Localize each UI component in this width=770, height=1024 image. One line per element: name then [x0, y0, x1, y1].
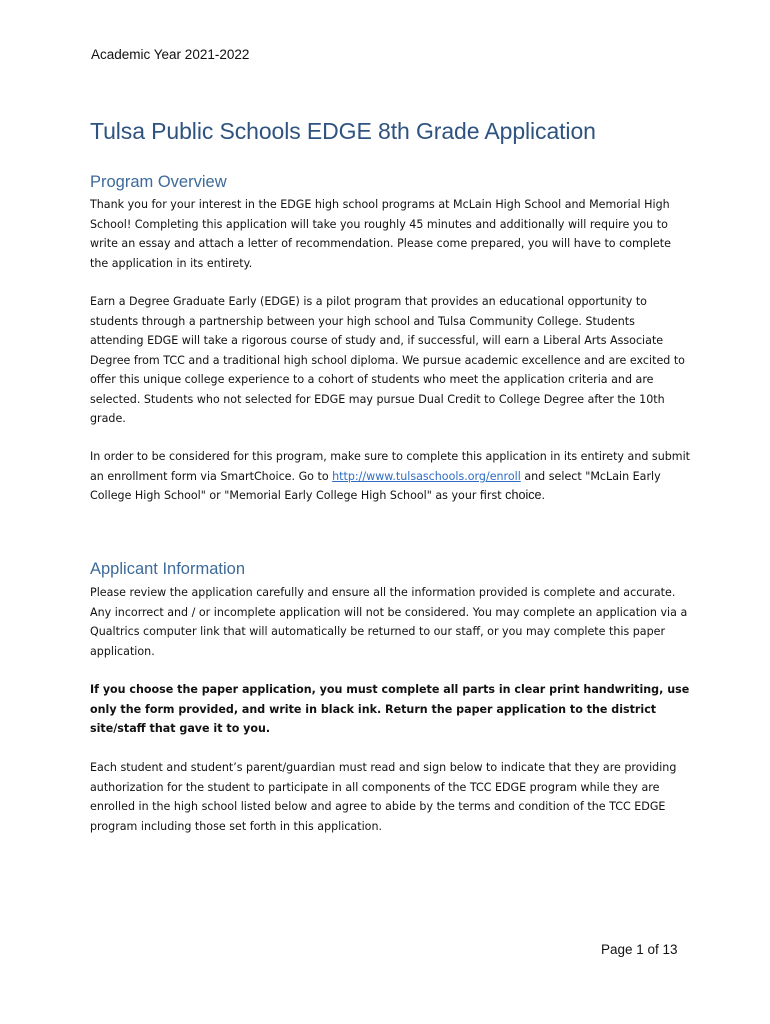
overview-paragraph-3-period: . — [541, 488, 546, 502]
applicant-paragraph-2-bold: If you choose the paper application, you must complete all parts in clear print handwriting, use only the form provided, and write in black ink. Return the paper application to the district site/staff that gave it to you. — [90, 683, 690, 735]
academic-year-header: Academic Year 2021-2022 — [91, 47, 250, 62]
applicant-paragraph-1: Please review the application carefully and ensure all the information provided is complete and accurate. Any incorrect and / or incomplete application will not be considered. You may complete an application via a Qualtrics computer link that will automatically be returned to our staff, or you may complete this paper application. — [90, 586, 688, 658]
enroll-link[interactable]: http://www.tulsaschools.org/enroll — [332, 469, 521, 483]
overview-paragraph-3-text-b: and select "McLain Early College High School" or "Memorial Early College High School" as your first — [90, 469, 661, 502]
overview-paragraph-2: Earn a Degree Graduate Early (EDGE) is a pilot program that provides an educational opportunity to students through a partnership between your high school and Tulsa Community College. Students attending EDGE will take a rigorous course of study and, if successful, will earn a Liberal Arts Associate Degree from TCC and a traditional high school diploma. We pursue academic excellence and are excited to offer this unique college experience to a cohort of students who meet the application criteria and are selected. Students who not selected for EDGE may pursue Dual Credit to College Degree after the 10th grade. — [90, 295, 685, 425]
document-title: Tulsa Public Schools EDGE 8th Grade Application — [90, 118, 596, 144]
overview-paragraph-1: Thank you for your interest in the EDGE high school programs at McLain High School and Memorial High School! Completing this application will take you roughly 45 minutes and additionally will require you to write an essay and attach a letter of recommendation. Please come prepared, you will have to complete the application in its entirety. — [90, 198, 671, 270]
overview-paragraph-3-text-a: In order to be considered for this program, make sure to complete this application in its entirety and submit an enrollment form via SmartChoice. Go to — [90, 450, 691, 483]
applicant-paragraph-3: Each student and student’s parent/guardian must read and sign below to indicate that they are providing authorization for the student to participate in all components of the TCC EDGE program while they are enrolled in the high school listed below and agree to abide by the terms and condition of the TCC EDGE program including those set forth in this application. — [90, 761, 677, 833]
overview-paragraph-3 — [90, 447, 690, 506]
page-number: Page 1 of 13 — [601, 942, 678, 957]
overview-paragraph-3-choice-word: choice — [505, 488, 542, 502]
program-overview-heading: Program Overview — [90, 173, 227, 191]
applicant-information-heading: Applicant Information — [90, 560, 246, 578]
